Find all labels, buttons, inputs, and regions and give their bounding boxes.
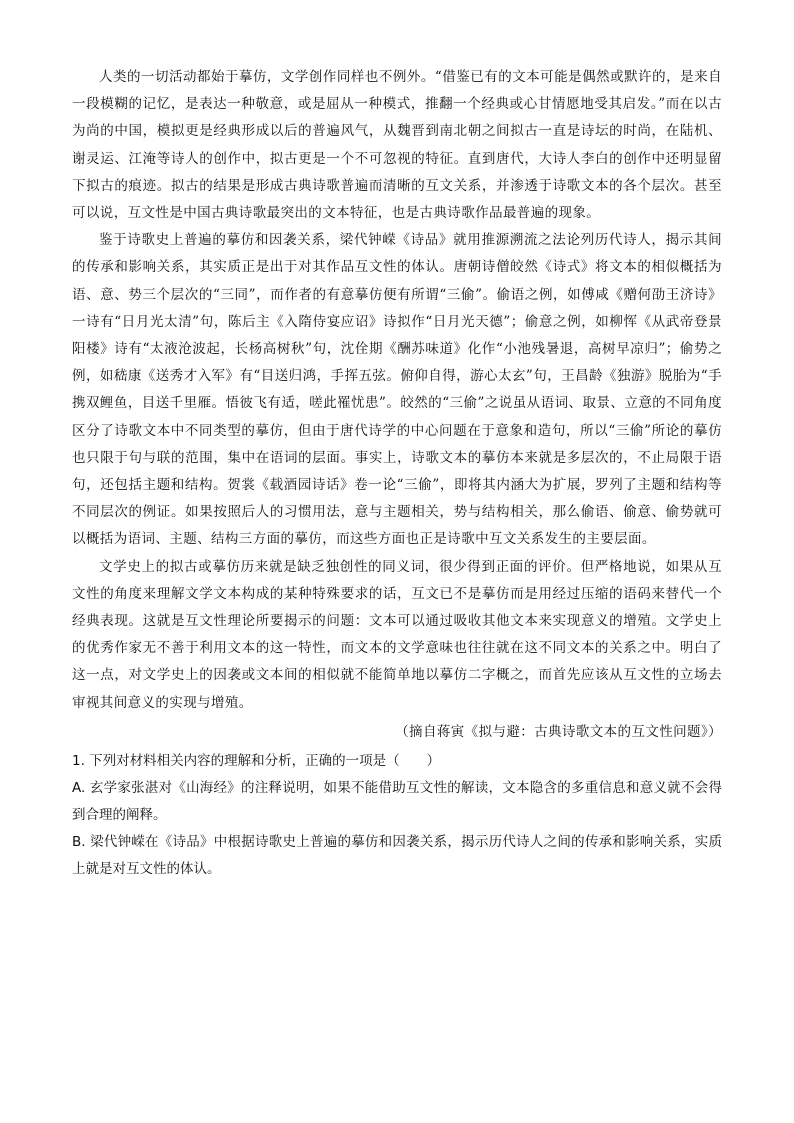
passage-source: （摘自蒋寅《拟与避：古典诗歌文本的互文性问题》） (395, 723, 722, 740)
question-block (72, 748, 722, 883)
passage-paragraph-3: 文学史上的拟古或摹仿历来就是缺乏独创性的同义词，很少得到正面的评价。但严格地说，如果从互文性的角度来理解文学文本构成的某种特殊要求的话，互文已不是摹仿而是用经过压缩的语码来替代一个经典表现。这就是互文性理论所要揭示的问题：文本可以通过吸收其他文本来实现意义的增殖。文学史上的优秀作家无不善于利用文本的这一特性，而文本的文学意味也往往就在这不同文本的关系之中。明白了这一点，对文学史上的因袭或文本间的相似就不能简单地以摹仿二字概之，而首先应该从互文性的立场去审视其间意义的实现与增殖。 (72, 558, 722, 711)
option-b: B. 梁代钟嵘在《诗品》中根据诗歌史上普遍的摹仿和因袭关系，揭示历代诗人之间的传承和影响关系，实质上就是对互文性的体认。 (72, 833, 722, 877)
option-a: A. 玄学家张湛对《山海经》的注释说明，如果不能借助互文性的解读，文本隐含的多重信息和意义就不会得到合理的阐释。 (72, 779, 722, 823)
document-page (72, 64, 722, 883)
question-stem: 1. 下列对材料相关内容的理解和分析，正确的一项是（ ） (72, 752, 441, 769)
reading-passage (72, 64, 722, 746)
passage-paragraph-2: 鉴于诗歌史上普遍的摹仿和因袭关系，梁代钟嵘《诗品》就用推源溯流之法论列历代诗人，揭示其间的传承和影响关系，其实质正是出于对其作品互文性的体认。唐朝诗僧皎然《诗式》将文本的相似概括为语、意、势三个层次的“三同”，而作者的有意摹仿便有所谓“三偷”。偷语之例，如傅咸《赠何劭王济诗》一诗有“日月光太清”句，陈后主《入隋侍宴应诏》诗拟作“日月光天德”；偷意之例，如柳恽《从武帝登景阳楼》诗有“太液沧波起，长杨高树秋”句，沈佺期《酬苏味道》化作“小池残暑退，高树早凉归”；偷势之例，如嵇康《送秀才入军》有“目送归鸿，手挥五弦。俯仰自得，游心太玄”句，王昌龄《独游》脱胎为“手携双鲤鱼，目送千里雁。悟彼飞有适，嗟此罹忧患”。皎然的“三偷”之说虽从语词、取景、立意的不同角度区分了诗歌文本中不同类型的摹仿，但由于唐代诗学的中心问题在于意象和造句，所以“三偷”所论的摹仿也只限于句与联的范围，集中在语词的层面。事实上，诗歌文本的摹仿本来就是多层次的，不止局限于语句，还包括主题和结构。贺裳《载酒园诗话》卷一论“三偷”，即将其内涵大为扩展，罗列了主题和结构等不同层次的例证。如果按照后人的习惯用法，意与主题相关，势与结构相关，那么偷语、偷意、偷势就可以概括为语词、主题、结构三方面的摹仿，而这些方面也正是诗歌中互文关系发生的主要层面。 (72, 232, 722, 548)
passage-paragraph-1: 人类的一切活动都始于摹仿，文学创作同样也不例外。“借鉴已有的文本可能是偶然或默许的，是来自一段模糊的记忆，是表达一种敬意，或是屈从一种模式，推翻一个经典或心甘情愿地受其启发。”而在以古为尚的中国，模拟更是经典形成以后的普遍风气，从魏晋到南北朝之间拟古一直是诗坛的时尚，在陆机、谢灵运、江淹等诗人的创作中，拟古更是一个不可忽视的特征。直到唐代，大诗人李白的创作中还明显留下拟古的痕迹。拟古的结果是形成古典诗歌普遍而清晰的互文关系，并渗透于诗歌文本的各个层次。甚至可以说，互文性是中国古典诗歌最突出的文本特征，也是古典诗歌作品最普遍的现象。 (72, 69, 722, 222)
